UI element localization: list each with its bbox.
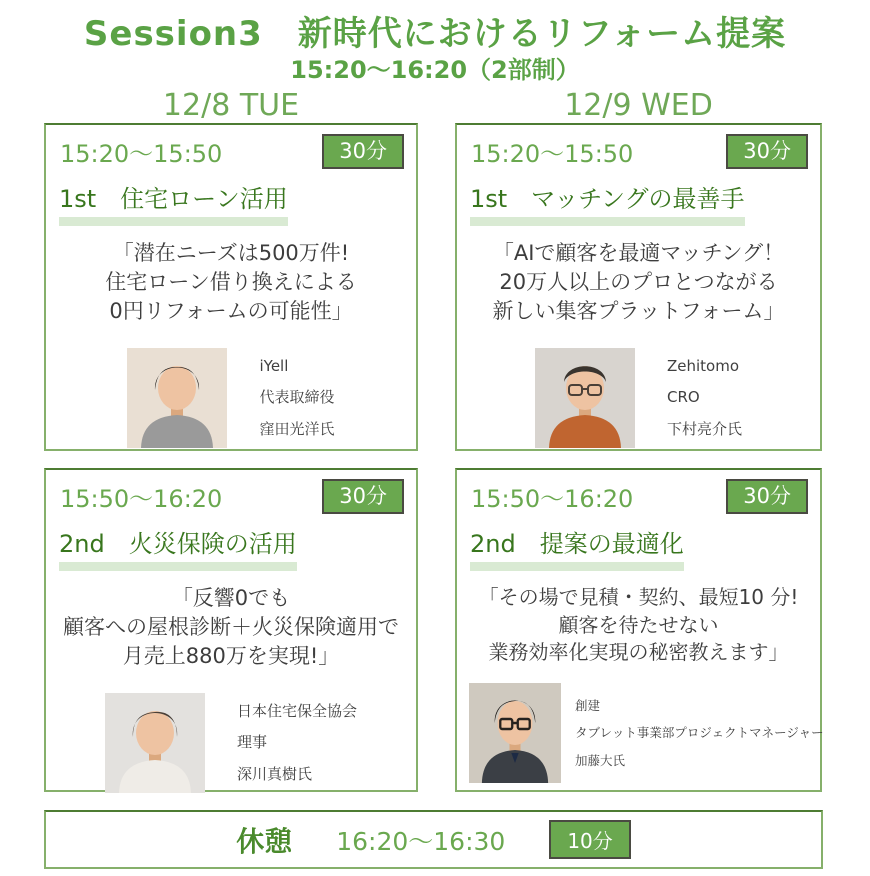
session-quote: 「反響0でも 顧客への屋根診断＋火災保険適用で 月売上880万を実現!」 bbox=[63, 586, 399, 669]
duration-badge: 30分 bbox=[322, 479, 404, 514]
break-label: 休憩 bbox=[236, 824, 293, 858]
duration-badge: 30分 bbox=[726, 479, 808, 514]
speaker-block bbox=[46, 348, 416, 448]
speaker-photo bbox=[105, 693, 205, 793]
session-heading: 2nd 火災保険の活用 bbox=[59, 530, 297, 559]
session-time: 15:20〜15:50 bbox=[471, 140, 634, 168]
column-header-wed: 12/9 WED bbox=[564, 88, 713, 123]
speaker-info bbox=[575, 692, 824, 775]
speaker-company: 日本住宅保全協会 bbox=[236, 701, 357, 720]
speaker-photo bbox=[469, 683, 561, 783]
session-quote: 「AIで顧客を最適マッチング！ 20万人以上のプロとつながる 新しい集客プラットフォーム」 bbox=[492, 241, 785, 324]
break-time: 16:20〜16:30 bbox=[336, 826, 506, 856]
page-title: Session3 新時代におけるリフォーム提案 bbox=[83, 14, 787, 54]
session-card-tue-1st bbox=[44, 123, 418, 451]
speaker-role: 代表取締役 bbox=[259, 388, 335, 407]
heading-underline bbox=[470, 217, 745, 226]
session-time: 15:20〜15:50 bbox=[60, 140, 223, 168]
heading-underline bbox=[59, 562, 297, 571]
session-card-tue-2nd bbox=[44, 468, 418, 792]
page-subtitle: 15:20〜16:20（2部制） bbox=[290, 56, 580, 84]
break-duration-badge: 10分 bbox=[549, 820, 630, 859]
speaker-name: 加藤大氏 bbox=[575, 752, 626, 768]
speaker-block bbox=[457, 348, 820, 448]
speaker-info bbox=[259, 351, 334, 446]
speaker-company: Zehitomo bbox=[666, 356, 740, 375]
speaker-photo bbox=[127, 348, 227, 448]
session-time: 15:50〜16:20 bbox=[471, 485, 634, 513]
session-heading-wrap bbox=[457, 514, 712, 571]
break-bar bbox=[44, 810, 823, 869]
session-time: 15:50〜16:20 bbox=[60, 485, 223, 513]
speaker-name: 窪田光洋氏 bbox=[259, 419, 335, 438]
session-heading-wrap bbox=[457, 169, 773, 226]
session-heading: 1st 住宅ローン活用 bbox=[59, 185, 288, 214]
duration-badge: 30分 bbox=[322, 134, 404, 169]
speaker-info bbox=[667, 351, 742, 446]
speaker-role: CRO bbox=[666, 388, 700, 407]
speaker-company: 創建 bbox=[575, 697, 601, 713]
heading-underline bbox=[470, 562, 684, 571]
speaker-role: タブレット事業部プロジェクトマネージャー bbox=[575, 725, 824, 741]
session-card-wed-2nd bbox=[455, 468, 822, 792]
speaker-company: iYell bbox=[259, 356, 289, 375]
speaker-block bbox=[457, 683, 824, 783]
session-quote: 「潜在ニーズは500万件! 住宅ローン借り換えによる 0円リフォームの可能性」 bbox=[105, 241, 357, 324]
heading-underline bbox=[59, 217, 288, 226]
speaker-name: 深川真樹氏 bbox=[236, 764, 312, 783]
session-card-wed-1st bbox=[455, 123, 822, 451]
session-heading: 2nd 提案の最適化 bbox=[470, 530, 684, 559]
speaker-role: 理事 bbox=[236, 733, 267, 752]
speaker-name: 下村亮介氏 bbox=[666, 419, 742, 438]
speaker-block bbox=[46, 693, 416, 793]
duration-badge: 30分 bbox=[726, 134, 808, 169]
session-quote: 「その場で見積・契約、最短10 分! 顧客を待たせない 業務効率化実現の秘密教えます」 bbox=[478, 585, 799, 665]
session-heading-wrap bbox=[46, 514, 325, 571]
session-heading-wrap bbox=[46, 169, 316, 226]
session-heading: 1st マッチングの最善手 bbox=[470, 185, 745, 214]
column-header-tue: 12/8 TUE bbox=[162, 88, 300, 123]
speaker-photo bbox=[535, 348, 635, 448]
speaker-info bbox=[237, 696, 357, 791]
